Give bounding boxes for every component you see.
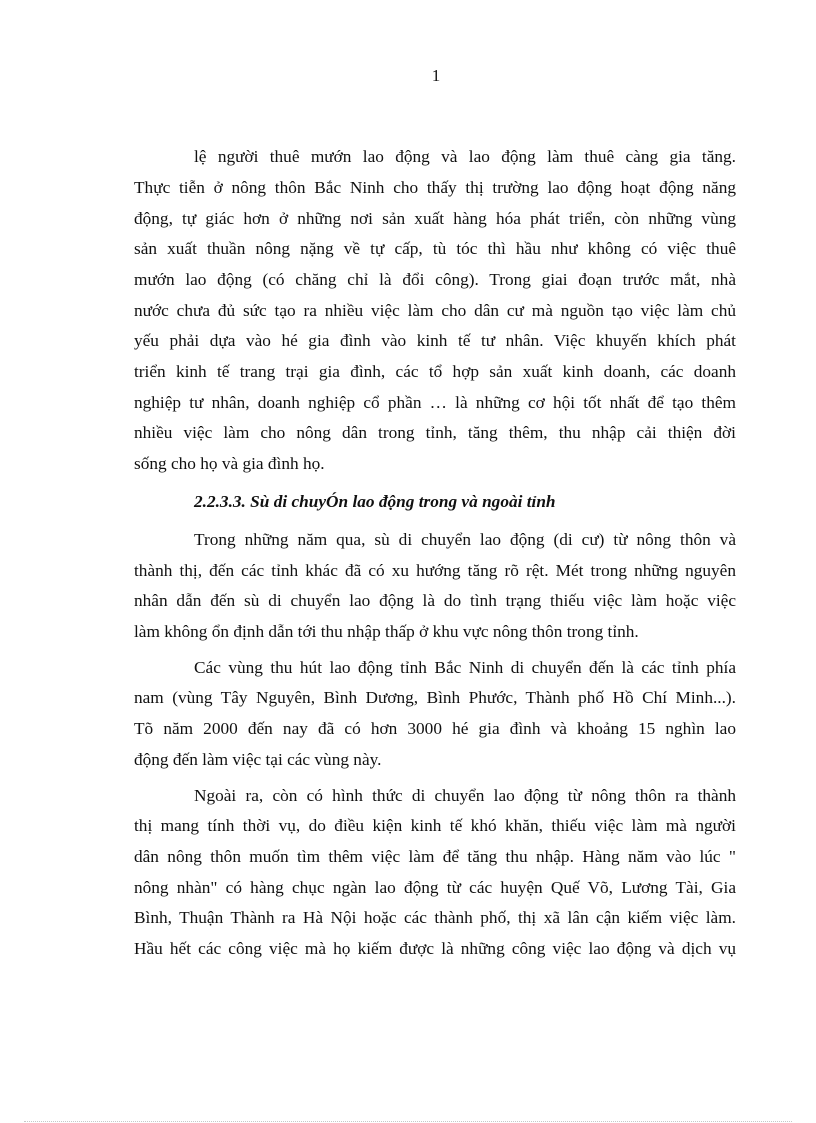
paragraph-2-line-2: thành thị, đến các tỉnh khác đã có xu hướng tăng rõ rệt. Mét trong những nguyên	[134, 561, 736, 580]
page-number: 1	[431, 66, 441, 85]
paragraph-1-line-8: triển kinh tế trang trại gia đình, các tổ hợp sản xuất kinh doanh, các doanh	[134, 362, 736, 381]
paragraph-3-line-3: Tõ năm 2000 đến nay đã có hơn 3000 hé gia đình và khoảng 15 nghìn lao	[134, 719, 736, 738]
paragraph-4-line-3: dân nông thôn muốn tìm thêm việc làm để tăng thu nhập. Hàng năm vào lúc "	[134, 847, 736, 866]
paragraph-3-line-1: Các vùng thu hút lao động tỉnh Bắc Ninh di chuyển đến là các tỉnh phía	[194, 658, 736, 677]
paragraph-1-line-6: nước chưa đủ sức tạo ra nhiều việc làm cho dân cư mà nguồn tạo việc làm chủ	[134, 301, 736, 320]
paragraph-4-line-4: nông nhàn" có hàng chục ngàn lao động từ các huyện Quế Võ, Lương Tài, Gia	[134, 878, 736, 897]
section-heading: 2.2.3.3. Sù di chuyÓn lao động trong và ngoài tỉnh	[194, 492, 556, 511]
paragraph-1-line-2: Thực tiễn ở nông thôn Bắc Ninh cho thấy thị trường lao động hoạt động năng	[134, 178, 736, 197]
paragraph-2-line-3: nhân dẫn đến sù di chuyển lao động là do tình trạng thiếu việc làm hoặc việc	[134, 591, 736, 610]
paragraph-2-line-4: làm không ổn định dẫn tới thu nhập thấp ở khu vực nông thôn trong tỉnh.	[134, 622, 639, 641]
paragraph-1-line-3: động, tự giác hơn ở những nơi sản xuất hàng hóa phát triển, còn những vùng	[134, 209, 736, 228]
paragraph-4-line-1: Ngoài ra, còn có hình thức di chuyển lao động từ nông thôn ra thành	[194, 786, 736, 805]
paragraph-1-line-7: yếu phải dựa vào hé gia đình vào kinh tế tư nhân. Việc khuyến khích phát	[134, 331, 736, 350]
paragraph-4-line-2: thị mang tính thời vụ, do điều kiện kinh tế khó khăn, thiếu việc làm mà người	[134, 816, 736, 835]
paragraph-1-line-11: sống cho họ và gia đình họ.	[134, 454, 325, 473]
paragraph-1-line-9: nghiệp tư nhân, doanh nghiệp cổ phần … là những cơ hội tốt nhất để tạo thêm	[134, 393, 736, 412]
paragraph-4-line-5: Bình, Thuận Thành ra Hà Nội hoặc các thành phố, thị xã lân cận kiếm việc làm.	[134, 908, 736, 927]
paragraph-1-line-5: mướn lao động (có chăng chỉ là đổi công). Trong giai đoạn trước mắt, nhà	[134, 270, 736, 289]
paragraph-1-line-4: sản xuất thuần nông nặng về tự cấp, tù tóc thì hầu như không có việc thuê	[134, 239, 736, 258]
paragraph-1-line-1: lệ người thuê mướn lao động và lao động làm thuê càng gia tăng.	[194, 147, 736, 166]
paragraph-3-line-2: nam (vùng Tây Nguyên, Bình Dương, Bình Phước, Thành phố Hồ Chí Minh...).	[134, 688, 736, 707]
page-bottom-divider	[24, 1121, 792, 1122]
paragraph-2-line-1: Trong những năm qua, sù di chuyển lao động (di cư) từ nông thôn và	[194, 530, 736, 549]
paragraph-1-line-10: nhiều việc làm cho nông dân trong tỉnh, tăng thêm, thu nhập cải thiện đời	[134, 423, 736, 442]
paragraph-4-line-6: Hầu hết các công việc mà họ kiếm được là những công việc lao động và dịch vụ	[134, 939, 736, 958]
paragraph-3-line-4: động đến làm việc tại các vùng này.	[134, 750, 382, 769]
